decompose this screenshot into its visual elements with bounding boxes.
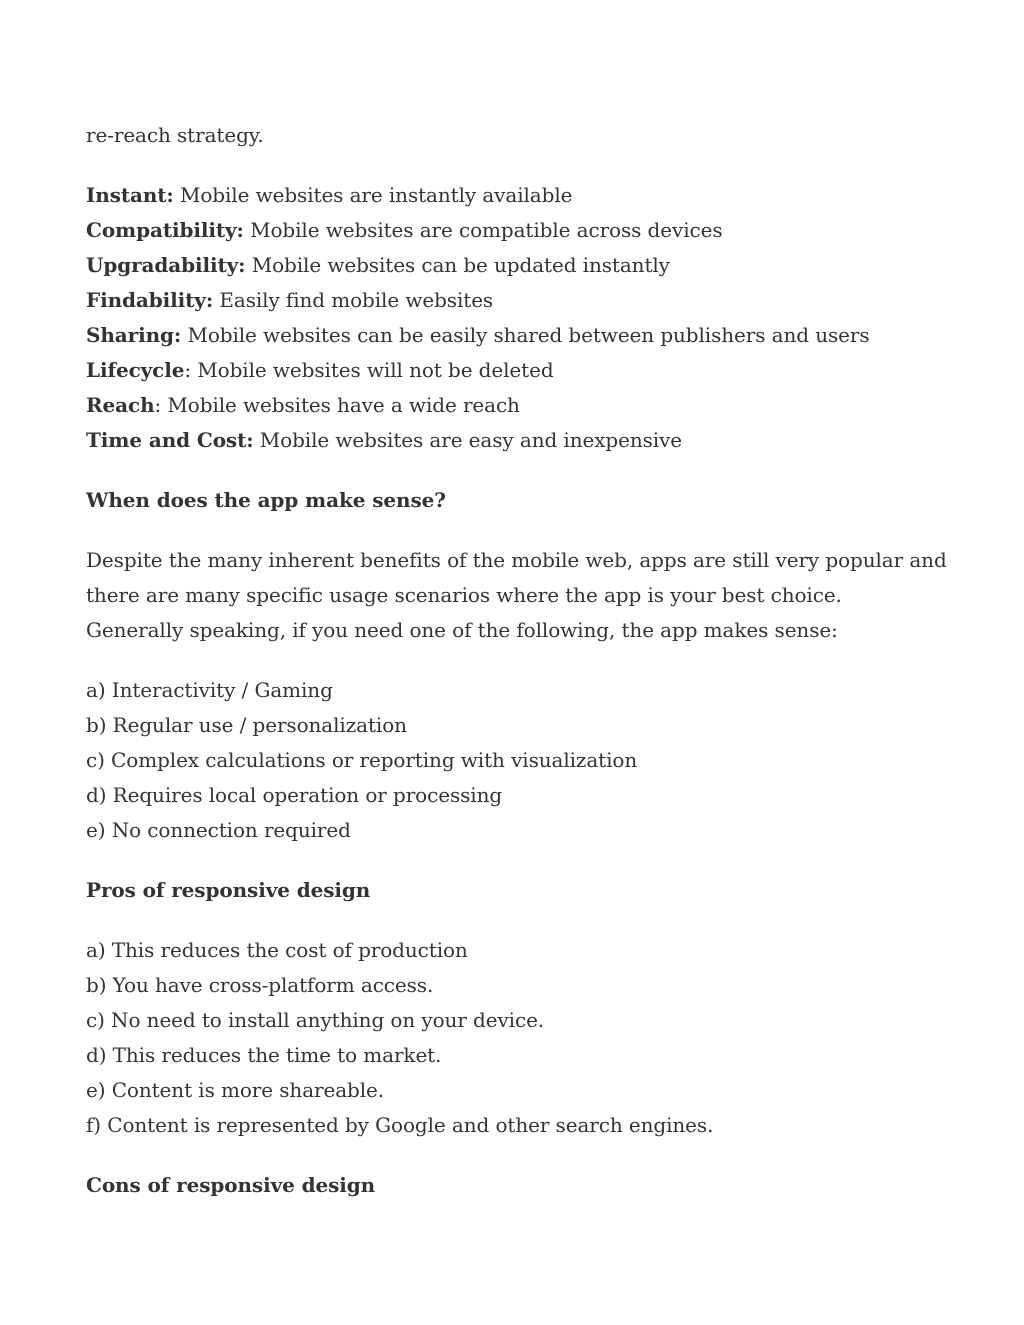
pros-heading-block [86, 873, 946, 908]
list-item: c) Complex calculations or reporting with visualization [86, 748, 638, 772]
cons-heading-block [86, 1168, 946, 1203]
section-heading-app: When does the app make sense? [86, 488, 446, 512]
list-item: d) Requires local operation or processing [86, 783, 503, 807]
app-usage-list [86, 673, 946, 848]
benefit-text: Mobile websites can be updated instantly [245, 253, 670, 277]
benefit-text: : Mobile websites will not be deleted [184, 358, 554, 382]
list-item: f) Content is represented by Google and other search engines. [86, 1113, 714, 1137]
app-section-paragraph [86, 543, 946, 648]
paragraph-line: Despite the many inherent benefits of the mobile web, apps are still very popular and [86, 548, 947, 572]
benefit-term: Instant: [86, 183, 174, 207]
list-item: e) Content is more shareable. [86, 1078, 385, 1102]
benefit-term: Findability: [86, 288, 214, 312]
benefit-term: Sharing: [86, 323, 182, 347]
benefit-item [86, 283, 946, 318]
benefit-item [86, 178, 946, 213]
paragraph-line: there are many specific usage scenarios where the app is your best choice. [86, 583, 842, 607]
benefit-item [86, 213, 946, 248]
spacer [86, 1143, 946, 1168]
benefit-text: Mobile websites can be easily shared between publishers and users [181, 323, 870, 347]
spacer [86, 518, 946, 543]
benefit-term: Reach [86, 393, 155, 417]
spacer [86, 908, 946, 933]
spacer [86, 458, 946, 483]
list-item: a) This reduces the cost of production [86, 938, 468, 962]
benefit-item [86, 248, 946, 283]
benefit-item [86, 353, 946, 388]
spacer [86, 848, 946, 873]
benefit-text: Easily find mobile websites [213, 288, 494, 312]
benefit-text: : Mobile websites have a wide reach [154, 393, 520, 417]
paragraph-line: Generally speaking, if you need one of the following, the app makes sense: [86, 618, 838, 642]
list-item: c) No need to install anything on your device. [86, 1008, 545, 1032]
benefit-term: Lifecycle [86, 358, 185, 382]
app-section-heading-block [86, 483, 946, 518]
benefits-list [86, 178, 946, 458]
list-item: b) Regular use / personalization [86, 713, 407, 737]
document-page [86, 118, 946, 1203]
section-heading-cons: Cons of responsive design [86, 1173, 376, 1197]
spacer [86, 153, 946, 178]
benefit-item [86, 318, 946, 353]
pros-list [86, 933, 946, 1143]
benefit-item [86, 423, 946, 458]
list-item: a) Interactivity / Gaming [86, 678, 333, 702]
benefit-text: Mobile websites are instantly available [173, 183, 573, 207]
section-heading-pros: Pros of responsive design [86, 878, 371, 902]
benefit-term: Compatibility: [86, 218, 244, 242]
intro-text: re-reach strategy. [86, 123, 264, 147]
list-item: d) This reduces the time to market. [86, 1043, 442, 1067]
intro-paragraph [86, 118, 946, 153]
benefit-text: Mobile websites are easy and inexpensive [253, 428, 683, 452]
benefit-item [86, 388, 946, 423]
benefit-term: Time and Cost: [86, 428, 254, 452]
spacer [86, 648, 946, 673]
benefit-term: Upgradability: [86, 253, 246, 277]
benefit-text: Mobile websites are compatible across devices [243, 218, 723, 242]
list-item: b) You have cross-platform access. [86, 973, 434, 997]
list-item: e) No connection required [86, 818, 351, 842]
